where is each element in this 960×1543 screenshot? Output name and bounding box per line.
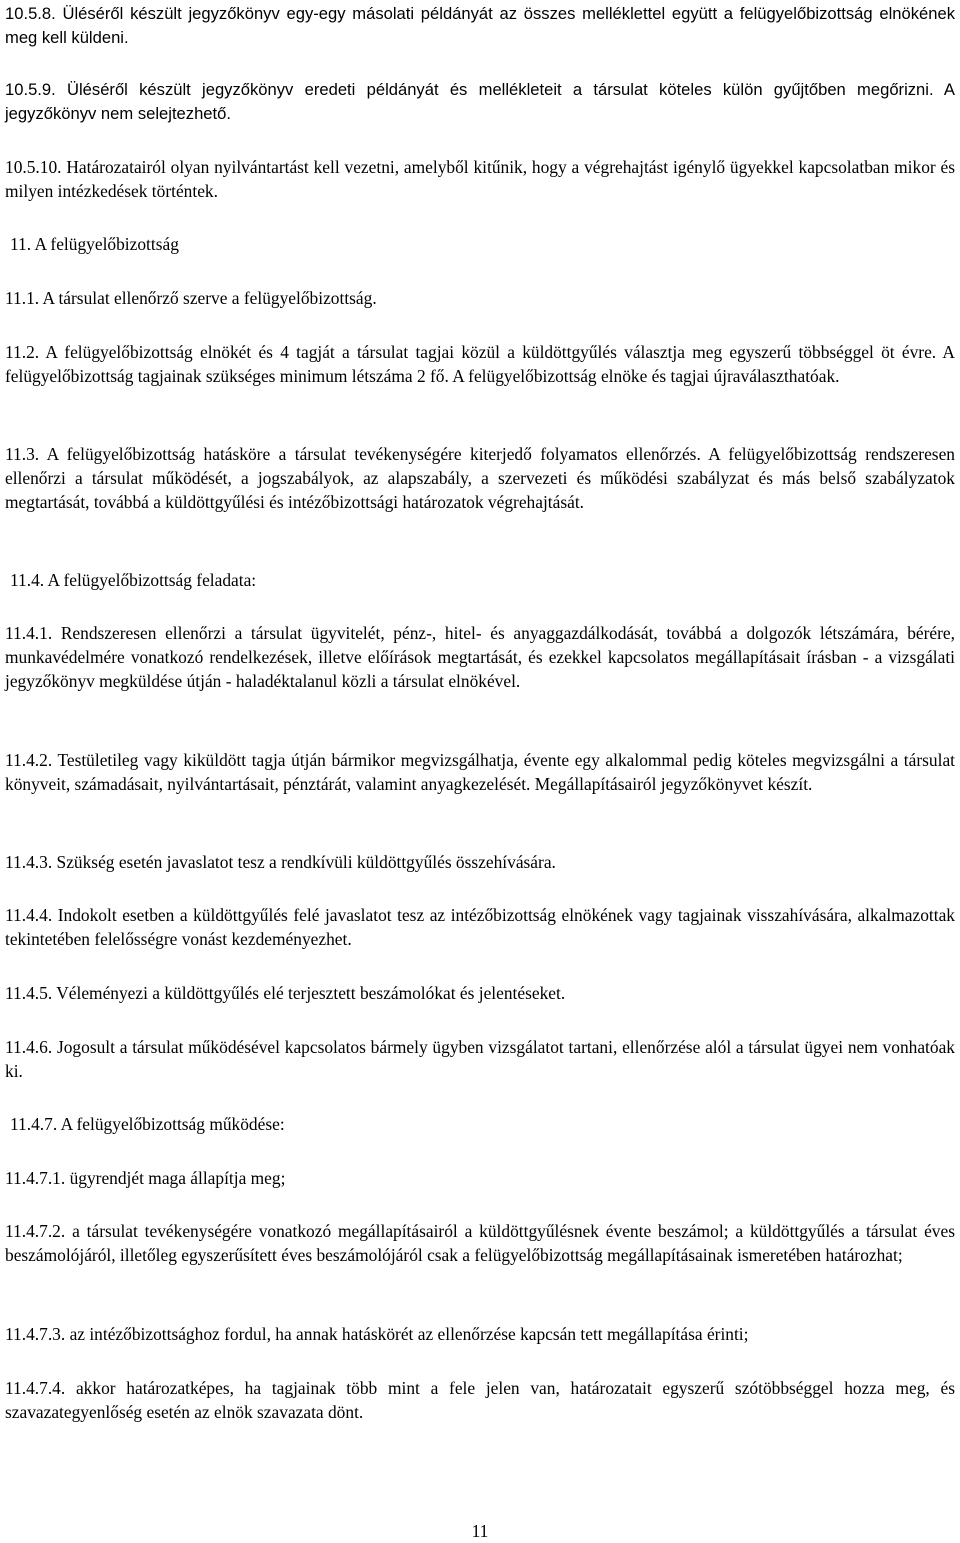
paragraph-11-4-4: 11.4.4. Indokolt esetben a küldöttgyűlés felé javaslatot tesz az intézőbizottság elnökének vagy tagjainak visszahívására, alkalmazottak tekintetében felelősségre vonást kezdeményezhet.: [5, 905, 955, 949]
paragraph-10-5-10: 10.5.10. Határozatairól olyan nyilvántartást kell vezetni, amelyből kitűnik, hogy a végrehajtást igénylő ügyekkel kapcsolatban mikor és milyen intézkedések történtek.: [5, 157, 955, 201]
paragraph-11-1: 11.1. A társulat ellenőrző szerve a felügyelőbizottság.: [5, 288, 377, 308]
paragraph-11-4-2: 11.4.2. Testületileg vagy kiküldött tagja útján bármikor megvizsgálhatja, évente egy alkalommal pedig köteles megvizsgálni a társulat könyveit, számadásait, nyilvántartásait, pénztárát, valamint anyagkezelését. Megállapításairól jegyzőkönyvet készít.: [5, 750, 955, 794]
paragraph-11-4: 11.4. A felügyelőbizottság feladata:: [10, 570, 257, 590]
paragraph-11-4-7-2: 11.4.7.2. a társulat tevékenységére vonatkozó megállapításairól a küldöttgyűlésnek évente beszámol; a küldöttgyűlés a társulat éves beszámolójáról, illetőleg egyszerűsített éves beszámolójáról csak a felügyelőbizottság megállapításainak ismeretében határozhat;: [5, 1221, 955, 1265]
paragraph-11-4-6: 11.4.6. Jogosult a társulat működésével kapcsolatos bármely ügyben vizsgálatot tartani, ellenőrzése alól a társulat ügyei nem vonhatóak ki.: [5, 1037, 955, 1081]
paragraph-11-4-1: 11.4.1. Rendszeresen ellenőrzi a társulat ügyvitelét, pénz-, hitel- és anyaggazdálkodását, továbbá a dolgozók létszámára, bérére, munkavédelmére vonatkozó rendelkezések, illetve előírások megtartását, és ezekkel kapcsolatos megállapításait írásban - a vizsgálati jegyzőkönyv megküldése útján - haladéktalanul közli a társulat elnökével.: [5, 623, 955, 691]
page-number: 11: [471, 1521, 489, 1541]
paragraph-10-5-9: 10.5.9. Üléséről készült jegyzőkönyv eredeti példányát és mellékleteit a társulat köteles külön gyűjtőben megőrizni. A jegyzőkönyv nem selejtezhető.: [5, 80, 955, 123]
paragraph-11-4-5: 11.4.5. Véleményezi a küldöttgyűlés elé terjesztett beszámolókat és jelentéseket.: [5, 983, 566, 1003]
paragraph-11-4-7-4: 11.4.7.4. akkor határozatképes, ha tagjainak több mint a fele jelen van, határozatait egyszerű szótöbbséggel hozza meg, és szavazategyenlőség esetén az elnök szavazata dönt.: [5, 1378, 955, 1422]
paragraph-11-2: 11.2. A felügyelőbizottság elnökét és 4 tagját a társulat tagjai közül a küldöttgyűlés választja meg egyszerű többséggel öt évre. A felügyelőbizottság tagjainak szükséges minimum létszáma 2 fő. A felügyelőbizottság elnöke és tagjai újraválaszthatóak.: [5, 342, 955, 386]
paragraph-10-5-8: 10.5.8. Üléséről készült jegyzőkönyv egy-egy másolati példányát az összes melléklettel együtt a felügyelőbizottság elnökének meg kell küldeni.: [5, 4, 955, 47]
paragraph-11-4-3: 11.4.3. Szükség esetén javaslatot tesz a rendkívüli küldöttgyűlés összehívására.: [5, 852, 556, 872]
section-heading-11: 11. A felügyelőbizottság: [10, 234, 179, 254]
paragraph-11-4-7-1: 11.4.7.1. ügyrendjét maga állapítja meg;: [5, 1168, 286, 1188]
paragraph-11-4-7: 11.4.7. A felügyelőbizottság működése:: [10, 1114, 285, 1134]
paragraph-11-3: 11.3. A felügyelőbizottság hatásköre a társulat tevékenységére kiterjedő folyamatos ellenőrzés. A felügyelőbizottság rendszeresen ellenőrzi a társulat működését, a jogszabályok, az alapszabály, a szervezeti és működési szabályzat és más belső szabályzatok megtartását, továbbá a küldöttgyűlési és intézőbizottsági határozatok végrehajtását.: [5, 444, 955, 512]
paragraph-11-4-7-3: 11.4.7.3. az intézőbizottsághoz fordul, ha annak hatáskörét az ellenőrzése kapcsán tett megállapítása érinti;: [5, 1324, 749, 1344]
